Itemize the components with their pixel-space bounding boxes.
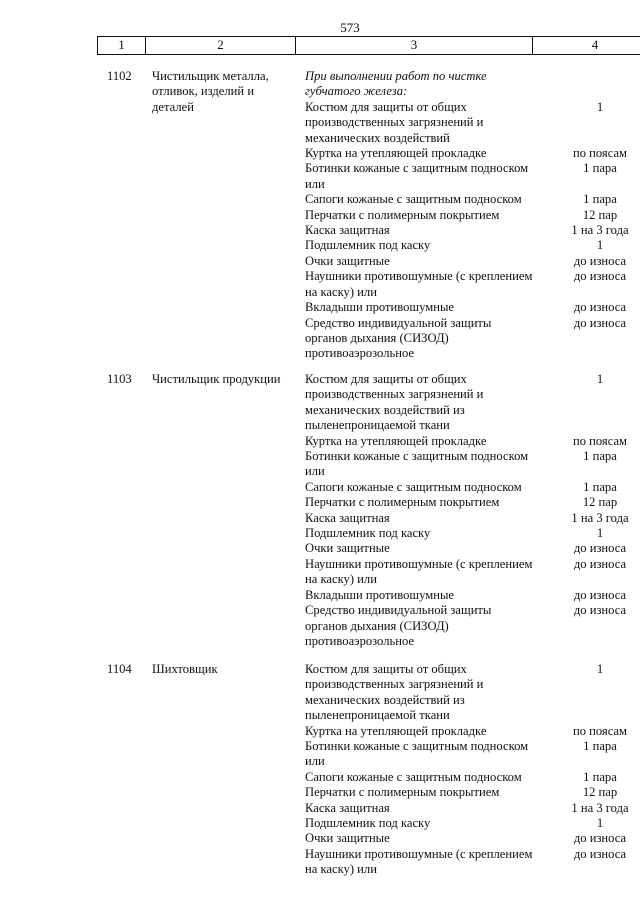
item-row xyxy=(305,816,640,831)
item-row xyxy=(305,146,640,161)
item-row xyxy=(305,847,640,878)
item-row xyxy=(305,831,640,846)
item-name: Каска защитная xyxy=(305,800,390,815)
item-norm: 1 xyxy=(596,816,604,831)
item-row xyxy=(305,785,640,800)
item-norm: 1 пара xyxy=(583,449,617,464)
item-name: Перчатки с полимерным покрытием xyxy=(305,785,500,800)
item-name: Каска защитная xyxy=(305,223,390,238)
item-name: Сапоги кожаные с защитным подноском xyxy=(305,192,522,207)
item-row xyxy=(305,603,640,649)
item-row xyxy=(305,588,640,603)
item-norm: 1 пара xyxy=(583,479,617,494)
item-name: Вкладыши противошумные xyxy=(305,300,455,315)
entry-note: При выполнении работ по чистке губчатого железа: xyxy=(305,69,487,99)
item-norm: 12 пар xyxy=(582,207,618,222)
item-row xyxy=(305,100,640,146)
item-name: Каска защитная xyxy=(305,510,390,525)
item-row xyxy=(305,480,640,495)
item-row xyxy=(305,269,640,300)
item-norm: 1 пара xyxy=(583,161,617,176)
item-name: Перчатки с полимерным покрытием xyxy=(305,495,500,510)
item-norm: до износа xyxy=(573,603,627,618)
column-header-4: 4 xyxy=(532,37,640,54)
item-name: Очки защитные xyxy=(305,253,390,268)
item-norm: до износа xyxy=(573,300,627,315)
entry-code: 1103 xyxy=(107,372,132,386)
item-name: Средство индивидуальной защиты органов дыхания (СИЗОД) противоаэрозольное xyxy=(305,603,492,648)
item-name: Сапоги кожаные с защитным подноском xyxy=(305,769,522,784)
entry-profession: Чистильщик продукции xyxy=(152,372,281,386)
item-row xyxy=(305,801,640,816)
item-row xyxy=(305,161,640,192)
item-row xyxy=(305,208,640,223)
item-row xyxy=(305,662,640,724)
item-row xyxy=(305,372,640,434)
item-row xyxy=(305,238,640,253)
item-norm: 1 xyxy=(596,238,604,253)
entry-code: 1102 xyxy=(107,69,132,83)
item-row xyxy=(305,449,640,480)
item-norm: 1 пара xyxy=(583,739,617,754)
item-name: Куртка на утепляющей прокладке xyxy=(305,723,487,738)
item-name: Наушники противошумные (с креплением на каску) или xyxy=(305,269,533,299)
item-norm: до износа xyxy=(573,253,627,268)
item-name: Куртка на утепляющей прокладке xyxy=(305,146,487,161)
item-norm: до износа xyxy=(573,556,627,571)
item-norm: до износа xyxy=(573,831,627,846)
item-norm: 1 на 3 года xyxy=(571,800,629,815)
item-norm: до износа xyxy=(573,587,627,602)
item-name: Куртка на утепляющей прокладке xyxy=(305,433,487,448)
item-row xyxy=(305,254,640,269)
item-norm: 1 xyxy=(596,526,604,541)
item-row xyxy=(305,300,640,315)
item-norm: 1 xyxy=(596,372,604,386)
page-number: 573 xyxy=(340,20,360,35)
item-norm: 1 xyxy=(596,99,604,114)
item-name: Подшлемник под каску xyxy=(305,526,431,541)
item-name: Костюм для защиты от общих производственных загрязнений и механических воздействий из пыленепроницаемой ткани xyxy=(305,372,484,433)
column-header-2: 2 xyxy=(145,37,295,54)
item-norm: 1 на 3 года xyxy=(571,223,629,238)
entry-profession: Шихтовщик xyxy=(152,662,218,676)
item-norm: 12 пар xyxy=(582,785,618,800)
item-norm: до износа xyxy=(573,269,627,284)
item-row xyxy=(305,192,640,207)
entry-items xyxy=(305,662,640,878)
item-row xyxy=(305,557,640,588)
item-name: Вкладыши противошумные xyxy=(305,587,455,602)
item-row xyxy=(305,526,640,541)
item-norm: по поясам xyxy=(572,723,628,738)
entry-profession: Чистильщик металла, отливок, изделий и деталей xyxy=(152,69,269,114)
item-row xyxy=(305,316,640,362)
entry-items xyxy=(305,372,640,649)
column-header-1: 1 xyxy=(97,37,145,54)
item-norm: 1 пара xyxy=(583,192,617,207)
item-norm: 12 пар xyxy=(582,495,618,510)
item-name: Костюм для защиты от общих производственных загрязнений и механических воздействий из пыленепроницаемой ткани xyxy=(305,662,484,723)
entry-items xyxy=(305,69,640,362)
item-name: Подшлемник под каску xyxy=(305,238,431,253)
item-name: Очки защитные xyxy=(305,541,390,556)
item-name: Ботинки кожаные с защитным подноском или xyxy=(305,449,529,479)
item-name: Костюм для защиты от общих производственных загрязнений и механических воздействий xyxy=(305,99,484,145)
item-row xyxy=(305,739,640,770)
item-name: Наушники противошумные (с креплением на каску) или xyxy=(305,556,533,587)
item-row xyxy=(305,223,640,238)
item-row xyxy=(305,495,640,510)
item-name: Перчатки с полимерным покрытием xyxy=(305,207,500,222)
item-name: Ботинки кожаные с защитным подноском или xyxy=(305,161,529,191)
item-row xyxy=(305,434,640,449)
item-norm: по поясам xyxy=(572,433,628,448)
item-norm: 1 пара xyxy=(583,769,617,784)
item-norm: 1 на 3 года xyxy=(571,510,629,525)
item-row xyxy=(305,724,640,739)
item-name: Средство индивидуальной защиты органов дыхания (СИЗОД) противоаэрозольное xyxy=(305,315,492,361)
item-row xyxy=(305,541,640,556)
item-norm: до износа xyxy=(573,315,627,330)
column-header-3: 3 xyxy=(295,37,532,54)
item-norm: 1 xyxy=(596,662,604,676)
column-header-row xyxy=(97,36,640,55)
item-name: Ботинки кожаные с защитным подноском или xyxy=(305,739,529,769)
item-name: Очки защитные xyxy=(305,831,390,846)
item-name: Сапоги кожаные с защитным подноском xyxy=(305,479,522,494)
item-row xyxy=(305,511,640,526)
item-norm: по поясам xyxy=(572,146,628,161)
item-row xyxy=(305,770,640,785)
item-norm: до износа xyxy=(573,846,627,861)
item-name: Подшлемник под каску xyxy=(305,816,431,831)
item-norm: до износа xyxy=(573,541,627,556)
entry-code: 1104 xyxy=(107,662,132,676)
item-name: Наушники противошумные (с креплением на каску) или xyxy=(305,846,533,877)
